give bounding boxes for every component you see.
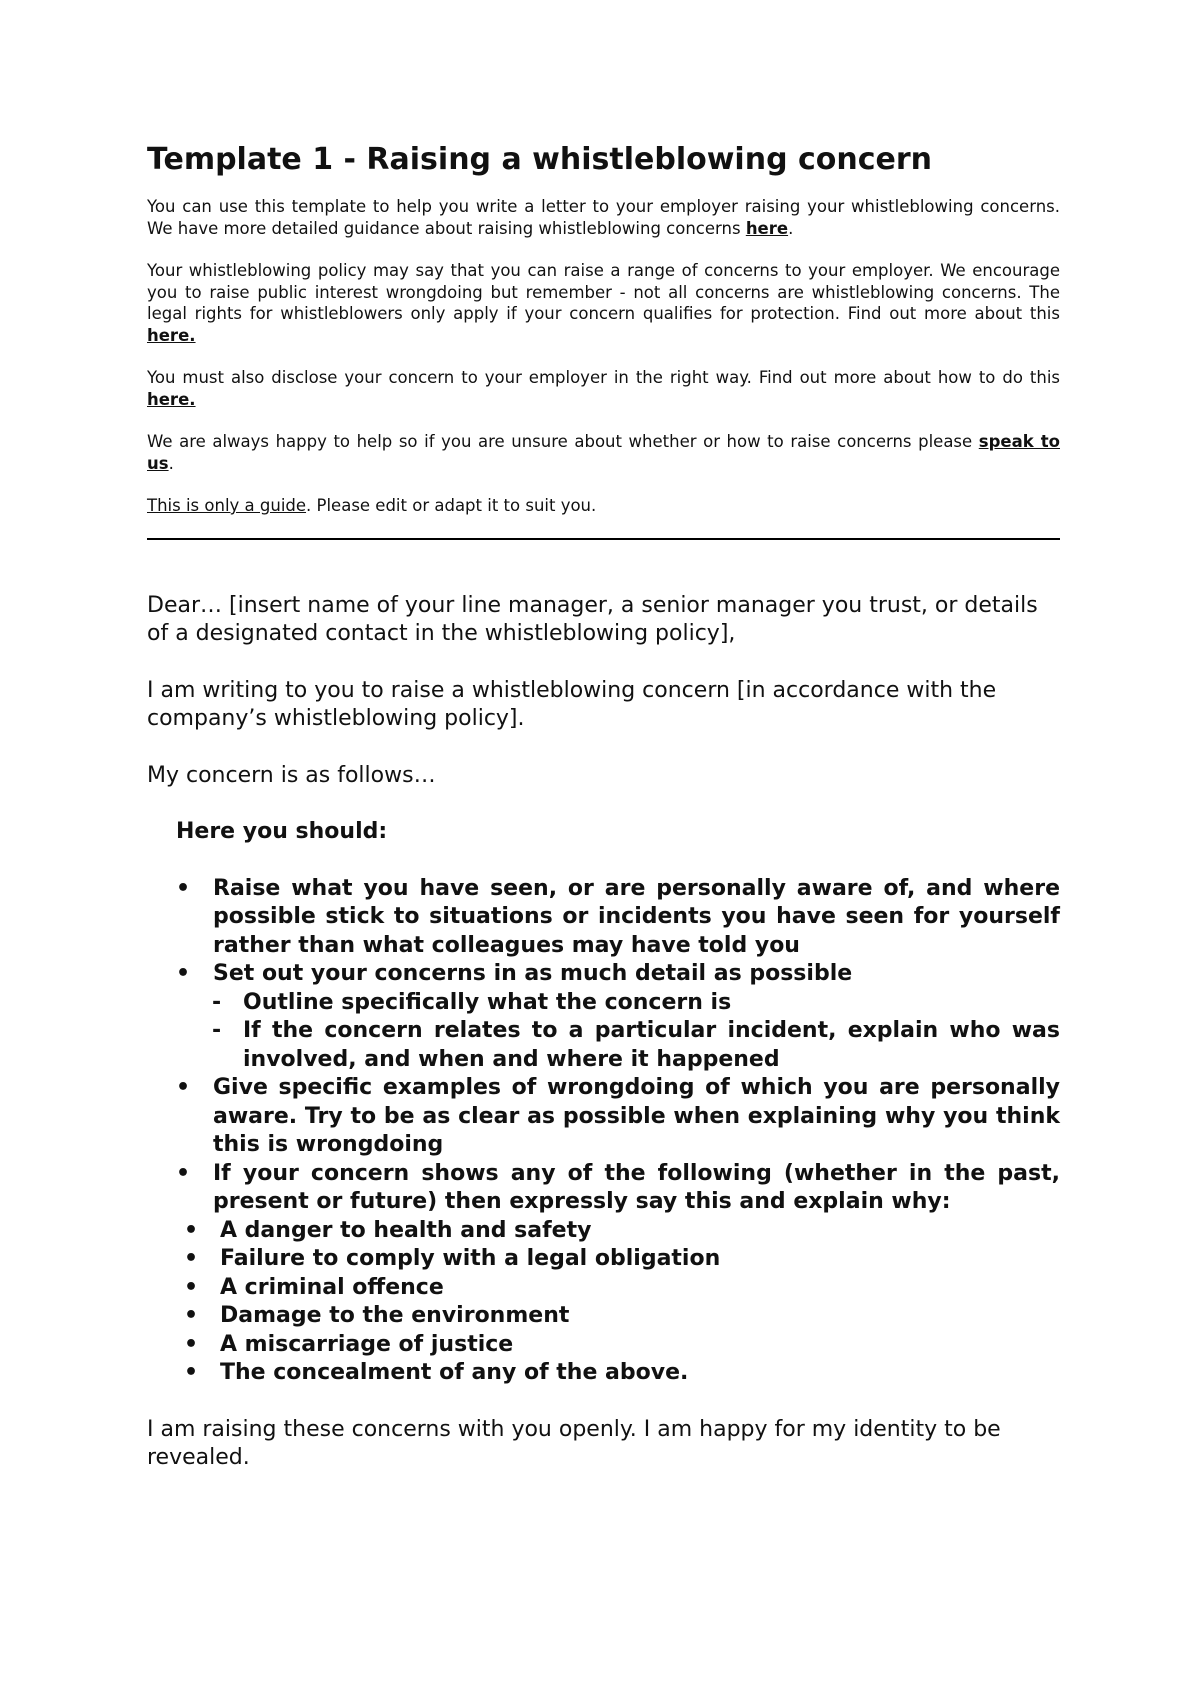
guidance-list <box>147 875 1060 1217</box>
guidance-item <box>147 1074 1060 1160</box>
intro-paragraph-1 <box>147 196 1060 239</box>
intro-text-4-end: . <box>168 453 174 473</box>
guidance-heading: Here you should: <box>176 819 388 844</box>
intro-text-3: You must also disclose your concern to your employer in the right way. Find out more about how to do this <box>147 368 1060 387</box>
concern-type-item <box>147 1245 1060 1274</box>
concern-type-item <box>147 1217 1060 1246</box>
bullet-icon: • <box>176 1075 191 1100</box>
guidance-item-text: Give specific examples of wrongdoing of which you are personally aware. Try to be as clear as possible when explaining why you think this is wrongdoing <box>213 1075 1060 1157</box>
bullet-icon: • <box>184 1331 199 1357</box>
intro-paragraph-4 <box>147 431 1060 474</box>
guidance-item-text: Raise what you have seen, or are personally aware of, and where possible stick to situations or incidents you have seen for yourself rather than what colleagues may have told you <box>213 875 1060 958</box>
intro-text-1: You can use this template to help you write a letter to your employer raising your whistleblowing concerns. We have more detailed guidance about raising whistleblowing concerns <box>147 197 1060 238</box>
guidance-item-text: Set out your concerns in as much detail as possible <box>213 961 853 986</box>
intro-text-1-end: . <box>788 218 794 238</box>
bullet-icon: • <box>184 1360 199 1385</box>
concern-type-item <box>147 1274 1060 1303</box>
guidance-link[interactable]: here <box>745 218 789 238</box>
page-title: Template 1 - Raising a whistleblowing concern <box>147 142 933 177</box>
intro-paragraph-5 <box>147 495 1060 517</box>
bullet-icon: • <box>184 1303 199 1328</box>
opening-paragraph: I am writing to you to raise a whistleblowing concern [in accordance with the company’s whistleblowing policy]. <box>147 677 997 731</box>
closing-paragraph: I am raising these concerns with you openly. I am happy for my identity to be revealed. <box>147 1416 1001 1470</box>
concern-type-list <box>147 1217 1060 1388</box>
concern-type-item <box>147 1331 1060 1360</box>
concern-type-text: Failure to comply with a legal obligation <box>220 1246 721 1271</box>
concern-type-item <box>147 1359 1060 1388</box>
bullet-icon: • <box>184 1246 199 1271</box>
intro-paragraph-3 <box>147 367 1060 410</box>
concern-type-text: A miscarriage of justice <box>220 1331 514 1357</box>
detail-item-text: If the concern relates to a particular incident, explain who was involved, and when and where it happened <box>243 1018 1060 1072</box>
bullet-icon: • <box>176 961 191 986</box>
intro-text-2: Your whistleblowing policy may say that you can raise a range of concerns to your employer. We encourage you to raise public interest wrongdoing but remember - not all concerns are whistleblowing concerns. The legal rights for whistleblowers only apply if your concern qualifies for protection. Find out more about this <box>147 261 1060 323</box>
detail-item-text: Outline specifically what the concern is <box>243 989 732 1015</box>
concern-type-text: The concealment of any of the above. <box>220 1360 689 1385</box>
concern-intro: My concern is as follows… <box>147 762 436 788</box>
detail-item <box>213 989 1060 1018</box>
guidance-item-text: If your concern shows any of the following (whether in the past, present or future) then expressly say this and explain why: <box>213 1160 1060 1214</box>
dash-icon: - <box>212 989 222 1015</box>
letter-template <box>147 592 1060 1473</box>
bullet-icon: • <box>184 1217 199 1243</box>
guidance-item <box>147 875 1060 961</box>
guidance-item <box>147 1160 1060 1217</box>
bullet-icon: • <box>176 1160 191 1186</box>
intro-text-5: . Please edit or adapt it to suit you. <box>306 496 597 515</box>
salutation: Dear… [insert name of your line manager, a senior manager you trust, or details of a designated contact in the whistleblowing policy], <box>147 592 1038 646</box>
guidance-item <box>147 960 1060 1074</box>
guide-note-link[interactable]: This is only a guide <box>147 496 307 515</box>
document-page <box>147 140 1060 1501</box>
disclosure-link[interactable]: here. <box>147 389 196 409</box>
section-divider <box>147 538 1060 540</box>
intro-text-4: We are always happy to help so if you are unsure about whether or how to raise concerns please <box>147 432 979 451</box>
concern-type-text: Damage to the environment <box>220 1303 570 1328</box>
bullet-icon: • <box>176 875 191 901</box>
bullet-icon: • <box>184 1274 199 1300</box>
speak-to-us-link[interactable]: speak to us <box>147 432 1060 473</box>
concern-type-text: A criminal offence <box>220 1274 444 1300</box>
intro-paragraph-2 <box>147 260 1060 346</box>
intro-section <box>147 196 1060 517</box>
concern-type-text: A danger to health and safety <box>220 1217 592 1243</box>
detail-item <box>213 1017 1060 1074</box>
detail-list <box>213 989 1060 1075</box>
concern-type-item <box>147 1302 1060 1331</box>
dash-icon: - <box>212 1018 222 1043</box>
protection-link[interactable]: here. <box>147 325 196 345</box>
